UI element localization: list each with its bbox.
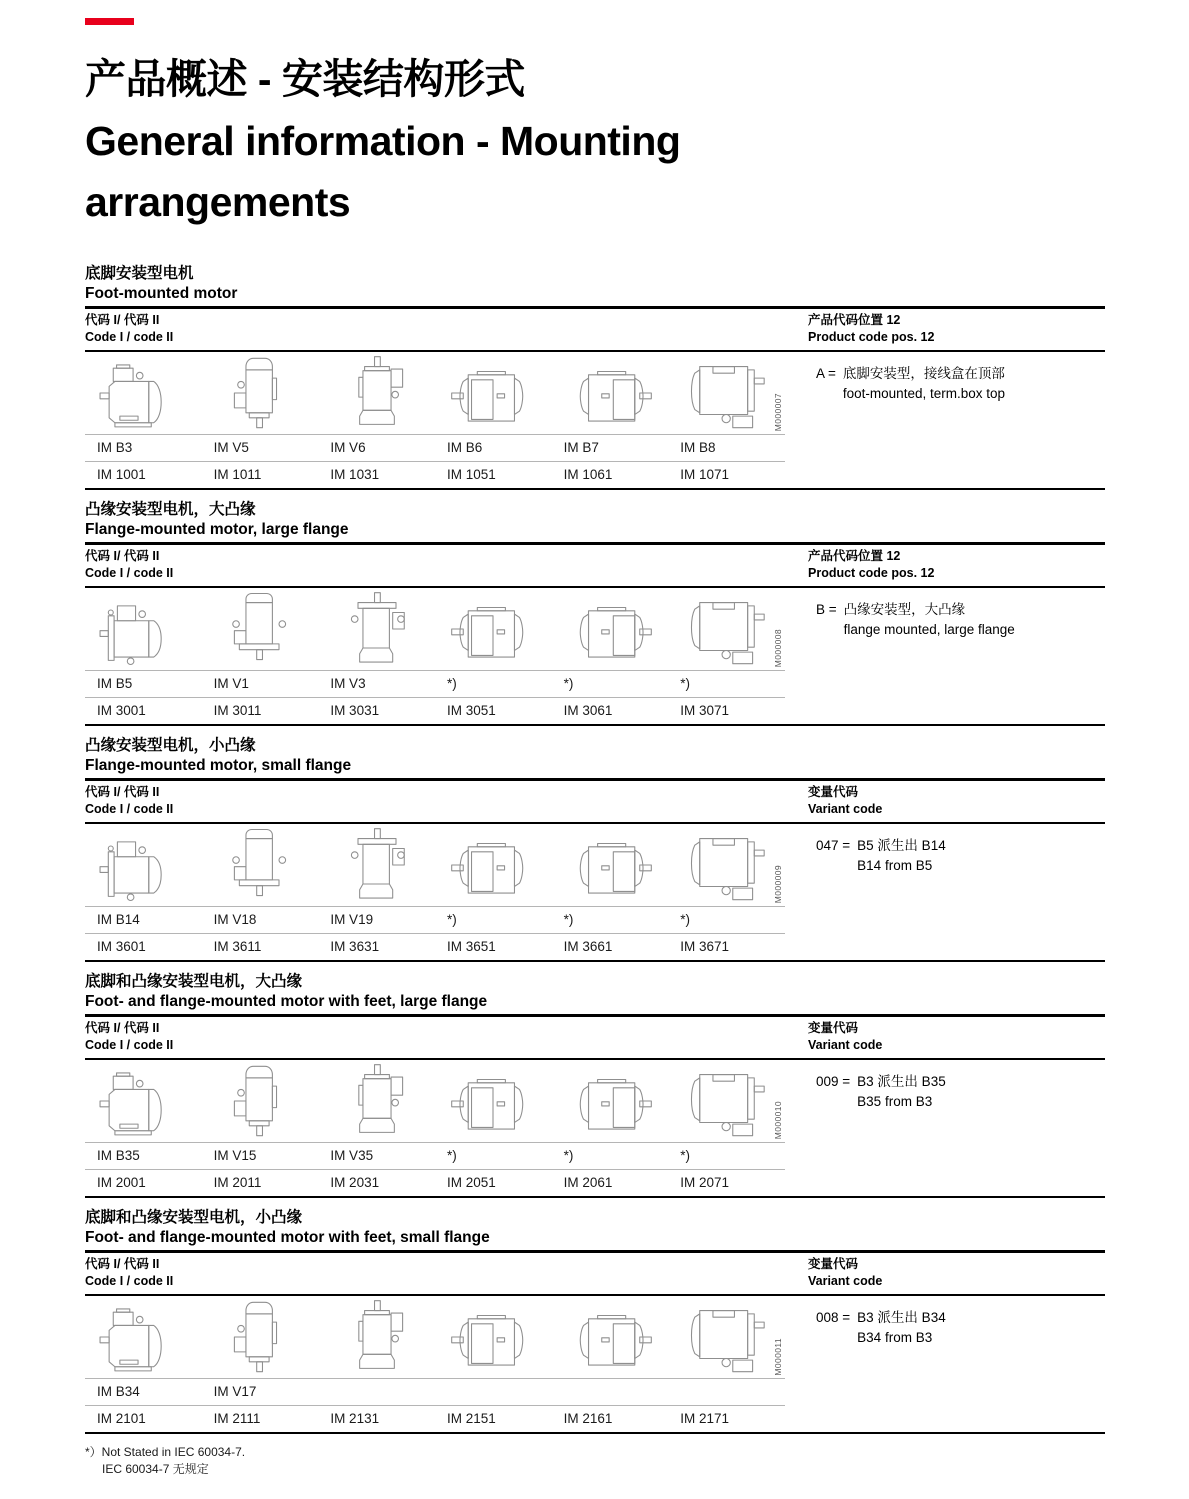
code-cell <box>435 1379 552 1405</box>
code-cell: IM B8 <box>680 439 716 455</box>
motor-icon-im-2151 <box>442 1299 544 1375</box>
code-row-2 <box>85 933 785 960</box>
code-cell: IM 2011 <box>213 1174 262 1190</box>
section-title-zh: 底脚和凸缘安装型电机，大凸缘 <box>85 972 303 990</box>
accent-dash <box>85 18 134 25</box>
figure-id-label: M000009 <box>773 865 783 904</box>
code-cell: IM 3661 <box>563 938 613 954</box>
code-header-en: Code I / code II <box>85 1037 174 1052</box>
right-header-zh: 产品代码位置 12 <box>808 548 901 563</box>
motor-icon-im-3651 <box>442 827 544 903</box>
code-cell <box>318 1379 435 1405</box>
motor-icon-im-2051 <box>442 1063 544 1139</box>
motor-icon-im-b8 <box>676 355 778 431</box>
section-title-en: Foot-mounted motor <box>85 284 238 302</box>
code-row-2 <box>85 697 785 724</box>
code-cell: *) <box>446 1147 457 1163</box>
motor-icon-im-3071 <box>676 591 778 667</box>
note-zh: 凸缘安装型，大凸缘 <box>843 601 966 617</box>
motor-figure-row <box>85 352 785 434</box>
code-cell: IM 3651 <box>446 938 496 954</box>
right-header-en: Variant code <box>808 1273 883 1288</box>
note-prefix: 009 = <box>816 1073 851 1089</box>
code-cell: IM 3051 <box>446 702 496 718</box>
code-cell: *) <box>563 675 574 691</box>
motor-figure-row <box>85 1296 785 1378</box>
section-title-zh: 凸缘安装型电机，小凸缘 <box>85 736 256 754</box>
table-header-row <box>85 542 1105 588</box>
motor-icon-im-2131 <box>326 1299 428 1375</box>
right-header-zh: 产品代码位置 12 <box>808 312 901 327</box>
code-header-en: Code I / code II <box>85 565 174 580</box>
code-cell: IM V19 <box>330 911 374 927</box>
variant-note <box>816 1072 1105 1112</box>
motor-icon-im-2171 <box>676 1299 778 1375</box>
code-cell: *) <box>680 675 691 691</box>
motor-icon-im-b35 <box>92 1063 194 1139</box>
code-cell: IM 2031 <box>330 1174 380 1190</box>
motor-icon-im-b6 <box>442 355 544 431</box>
code-header-en: Code I / code II <box>85 1273 174 1288</box>
note-en: flange mounted, large flange <box>843 621 1015 637</box>
note-zh: B3 派生出 B34 <box>857 1309 946 1325</box>
code-cell: IM B6 <box>446 439 483 455</box>
motor-icon-im-v15 <box>209 1063 311 1139</box>
code-header-en: Code I / code II <box>85 329 174 344</box>
code-cell: IM 1061 <box>563 466 613 482</box>
code-cell: IM 2051 <box>446 1174 496 1190</box>
motor-icon-im-v17 <box>209 1299 311 1375</box>
table-body <box>85 1060 1105 1198</box>
table-body <box>85 824 1105 962</box>
note-zh: B3 派生出 B35 <box>857 1073 946 1089</box>
code-cell: *) <box>680 911 691 927</box>
code-header-zh: 代码 I/ 代码 II <box>85 312 160 327</box>
figure-id-label: M000011 <box>773 1337 783 1376</box>
code-cell: IM V15 <box>213 1147 257 1163</box>
right-header-en: Product code pos. 12 <box>808 329 935 344</box>
section-flange-small <box>85 736 1105 962</box>
code-cell: IM 1031 <box>330 466 380 482</box>
code-cell: IM 2131 <box>330 1410 380 1426</box>
code-row-2 <box>85 1169 785 1196</box>
code-cell: IM V6 <box>330 439 366 455</box>
code-cell: IM V5 <box>213 439 249 455</box>
note-en: B34 from B3 <box>857 1329 933 1345</box>
code-cell: IM V35 <box>330 1147 374 1163</box>
code-cell: IM 2101 <box>97 1410 146 1426</box>
code-cell: IM 3671 <box>680 938 730 954</box>
code-cell: IM 1001 <box>97 466 146 482</box>
variant-note <box>816 836 1105 876</box>
section-title-zh: 底脚安装型电机 <box>85 264 194 282</box>
note-zh: B5 派生出 B14 <box>857 837 946 853</box>
section-title-en: Flange-mounted motor, large flange <box>85 520 349 538</box>
motor-icon-im-v18 <box>209 827 311 903</box>
code-row-1 <box>85 1378 785 1405</box>
section-foot-flange-large <box>85 972 1105 1198</box>
note-prefix: 008 = <box>816 1309 851 1325</box>
page-title-zh: 产品概述 - 安装结构形式 <box>85 56 525 102</box>
code-cell: IM V3 <box>330 675 366 691</box>
table-header-row <box>85 1250 1105 1296</box>
code-row-2 <box>85 1405 785 1432</box>
motor-icon-im-v3 <box>326 591 428 667</box>
section-title-en: Flange-mounted motor, small flange <box>85 756 352 774</box>
code-cell: IM B3 <box>97 439 133 455</box>
code-cell: IM 1071 <box>680 466 730 482</box>
footnote-line2: IEC 60034-7 无规定 <box>102 1461 209 1476</box>
code-header-zh: 代码 I/ 代码 II <box>85 548 160 563</box>
code-cell: *) <box>563 911 574 927</box>
note-prefix: A = <box>816 365 836 381</box>
table-body <box>85 1296 1105 1434</box>
code-row-1 <box>85 670 785 697</box>
code-row-1 <box>85 434 785 461</box>
right-header-zh: 变量代码 <box>808 1256 859 1271</box>
motor-icon-im-v6 <box>326 355 428 431</box>
note-en: foot-mounted, term.box top <box>842 385 1005 401</box>
note-en: B35 from B3 <box>857 1093 933 1109</box>
section-foot-flange-small <box>85 1208 1105 1434</box>
motor-icon-im-b5 <box>92 591 194 667</box>
section-foot-mounted <box>85 264 1105 490</box>
code-note <box>816 600 1105 640</box>
code-cell: IM 2171 <box>680 1410 730 1426</box>
page-title <box>85 49 885 234</box>
table-header-row <box>85 1014 1105 1060</box>
right-header-zh: 变量代码 <box>808 784 859 799</box>
section-title-en: Foot- and flange-mounted motor with feet, small flange <box>85 1228 490 1246</box>
section-flange-large <box>85 500 1105 726</box>
sections-container <box>85 264 1105 1434</box>
motor-icon-im-2061 <box>559 1063 661 1139</box>
code-cell: IM B34 <box>97 1383 140 1399</box>
figure-id-label: M000010 <box>773 1101 783 1140</box>
motor-icon-im-v5 <box>209 355 311 431</box>
motor-icon-im-b14 <box>92 827 194 903</box>
variant-note <box>816 1308 1105 1348</box>
footnote-line1: *）Not Stated in IEC 60034-7. <box>85 1444 246 1459</box>
motor-icon-im-3661 <box>559 827 661 903</box>
code-cell: IM 2071 <box>680 1174 730 1190</box>
motor-icon-im-v35 <box>326 1063 428 1139</box>
code-header-zh: 代码 I/ 代码 II <box>85 1256 160 1271</box>
code-cell: IM 2001 <box>97 1174 146 1190</box>
code-cell: IM 3031 <box>330 702 380 718</box>
right-header-en: Product code pos. 12 <box>808 565 935 580</box>
code-header-zh: 代码 I/ 代码 II <box>85 1020 160 1035</box>
code-cell: IM V1 <box>213 675 249 691</box>
figure-id-label: M000008 <box>773 629 783 668</box>
footnote <box>85 1444 1105 1478</box>
code-cell: IM 3631 <box>330 938 380 954</box>
motor-icon-im-b7 <box>559 355 661 431</box>
figure-id-label: M000007 <box>773 393 783 432</box>
code-cell: IM 2151 <box>446 1410 496 1426</box>
motor-icon-im-3051 <box>442 591 544 667</box>
section-title-en: Foot- and flange-mounted motor with feet, large flange <box>85 992 488 1010</box>
motor-icon-im-3671 <box>676 827 778 903</box>
motor-icon-im-b34 <box>92 1299 194 1375</box>
motor-figure-row <box>85 824 785 906</box>
code-cell: IM 1011 <box>213 466 262 482</box>
note-prefix: 047 = <box>816 837 851 853</box>
motor-icon-im-v1 <box>209 591 311 667</box>
note-prefix: B = <box>816 601 837 617</box>
table-body <box>85 588 1105 726</box>
page-title-en: General information - Mounting arrangements <box>85 117 681 225</box>
code-cell: IM 3061 <box>563 702 613 718</box>
section-title-zh: 凸缘安装型电机，大凸缘 <box>85 500 256 518</box>
section-title-zh: 底脚和凸缘安装型电机，小凸缘 <box>85 1208 303 1226</box>
code-cell: IM 3611 <box>213 938 262 954</box>
motor-icon-im-2071 <box>676 1063 778 1139</box>
code-cell: *) <box>563 1147 574 1163</box>
code-cell: IM 3071 <box>680 702 730 718</box>
code-cell: IM B5 <box>97 675 133 691</box>
code-cell: IM 2061 <box>563 1174 613 1190</box>
code-cell <box>668 1379 785 1405</box>
code-cell: IM B7 <box>563 439 599 455</box>
code-row-2 <box>85 461 785 488</box>
code-cell: *) <box>680 1147 691 1163</box>
code-cell: IM 1051 <box>446 466 496 482</box>
code-cell: *) <box>446 675 457 691</box>
right-header-en: Variant code <box>808 801 883 816</box>
code-cell <box>552 1379 669 1405</box>
table-header-row <box>85 778 1105 824</box>
code-cell: *) <box>446 911 457 927</box>
motor-figure-row <box>85 1060 785 1142</box>
code-row-1 <box>85 906 785 933</box>
code-cell: IM V18 <box>213 911 257 927</box>
code-cell: IM 3011 <box>213 702 262 718</box>
right-header-en: Variant code <box>808 1037 883 1052</box>
code-row-1 <box>85 1142 785 1169</box>
table-body <box>85 352 1105 490</box>
code-cell: IM 3601 <box>97 938 146 954</box>
code-header-en: Code I / code II <box>85 801 174 816</box>
code-cell: IM 2111 <box>213 1410 261 1426</box>
table-header-row <box>85 306 1105 352</box>
code-cell: IM 3001 <box>97 702 146 718</box>
motor-icon-im-2161 <box>559 1299 661 1375</box>
code-cell: IM V17 <box>213 1383 257 1399</box>
code-cell: IM 2161 <box>563 1410 613 1426</box>
motor-figure-row <box>85 588 785 670</box>
motor-icon-im-v19 <box>326 827 428 903</box>
code-cell: IM B35 <box>97 1147 140 1163</box>
code-note <box>816 364 1105 404</box>
note-en: B14 from B5 <box>857 857 933 873</box>
code-cell: IM B14 <box>97 911 140 927</box>
code-header-zh: 代码 I/ 代码 II <box>85 784 160 799</box>
right-header-zh: 变量代码 <box>808 1020 859 1035</box>
motor-icon-im-b3 <box>92 355 194 431</box>
note-zh: 底脚安装型，接线盒在顶部 <box>842 365 1005 381</box>
motor-icon-im-3061 <box>559 591 661 667</box>
